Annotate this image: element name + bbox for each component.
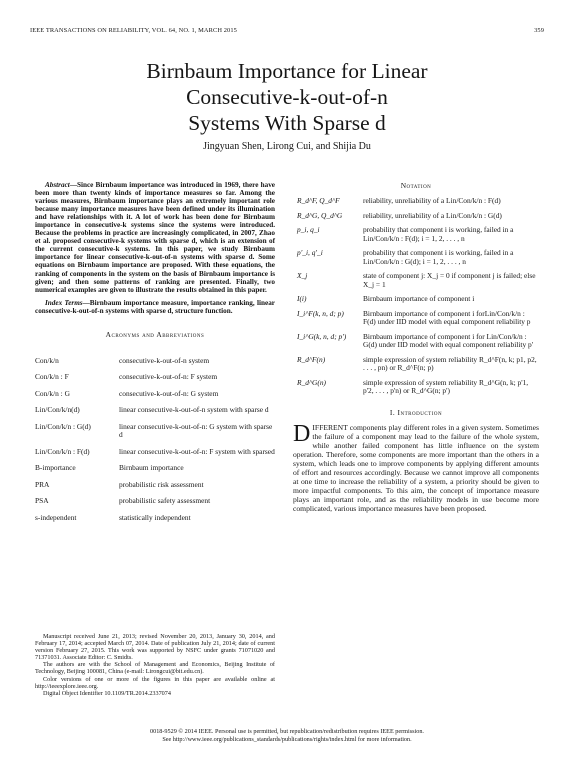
- acronym-row: [35, 382, 275, 399]
- acronym-term: Con/k/n : G: [35, 388, 70, 398]
- notation-symbol: I_i^F(k, n, d; p): [297, 308, 344, 318]
- acronym-row: [35, 456, 275, 473]
- abstract-text: —Since Birnbaum importance was introduced in 1969, there have been more than twenty kinds of importance measures so far. Among the various measures, Birnbaum importance plays an extremely important role because many importance measures have been defined under its illumination and have relationships with it. A lot of work has been done for Birnbaum importance in consecutive-k systems since the systems were introduced. Because the problems in practice are increasingly complicated, in 2007, Zhao et al. proposed consecutive-k systems with sparse d, which is an extension of the current consecutive-k systems. In this paper, we study Birnbaum importance for linear consecutive-k-out-of-n systems with sparse d. Some equations on Birnbaum importance are proposed. With these equations, the ranking of components in the system on the basis of Birnbaum importance is given; and then some patterns of ranking are presented. Finally, two numerical examples are given to illustrate the results obtained in this paper.: [35, 181, 275, 294]
- acronym-definition: Birnbaum importance: [119, 463, 184, 473]
- author-list: Jingyuan Shen, Lirong Cui, and Shijia Du: [203, 141, 371, 152]
- page-number: 359: [534, 27, 544, 34]
- acronym-row: [35, 398, 275, 415]
- notation-row: [293, 197, 539, 212]
- acronyms-heading: Acronyms and Abbreviations: [105, 329, 205, 339]
- acronym-row: [35, 415, 275, 440]
- notation-symbol: p'_i, q'_i: [297, 248, 323, 257]
- notation-definition: simple expression of system reliability R_d^G(n, k; p'1, p'2, . . . , p'n) or R_d^G(n; p'): [363, 377, 529, 395]
- acronym-definition: consecutive-k-out-of-n: G system: [119, 388, 219, 398]
- acronym-row: [35, 506, 275, 523]
- notation-symbol: I_i^G(k, n, d; p'): [297, 331, 347, 341]
- right-column: [293, 181, 539, 513]
- notation-row: [293, 333, 539, 356]
- copyright-line-1: 0018-9529 © 2014 IEEE. Personal use is permitted, but republication/redistribution requires IEEE permission.: [150, 728, 424, 735]
- notation-symbol: R_d^F, Q_d^F: [297, 196, 340, 205]
- notation-definition: probability that component i is working, failed in a Lin/Con/k/n : F(d); i = 1, 2, . . . , n: [363, 225, 514, 243]
- acronym-definition: consecutive-k-out-of-n: F system: [119, 372, 218, 382]
- notation-row: [293, 379, 539, 402]
- notation-row: [293, 212, 539, 227]
- acronym-definition: linear consecutive-k-out-of-n: G system with sparse d: [119, 421, 273, 440]
- drop-cap: D: [293, 420, 311, 447]
- acronym-row: [35, 489, 275, 506]
- notation-definition: Birnbaum importance of component i forLin/Con/k/n : F(d) under IID model with equal component reliability p: [363, 308, 531, 326]
- acronym-definition: probabilistic risk assessment: [119, 479, 204, 489]
- notation-table: [293, 197, 539, 402]
- acronym-term: s-independent: [35, 512, 77, 522]
- acronym-term: Lin/Con/k/n(d): [35, 405, 80, 415]
- left-column: [35, 181, 275, 522]
- notation-row: [293, 226, 539, 249]
- notation-definition: probability that component i is working, failed in a Lin/Con/k/n : G(d); i = 1, 2, . . . , n: [363, 248, 514, 266]
- title-line-2: Consecutive-k-out-of-n: [186, 85, 388, 109]
- footnote: [35, 633, 275, 697]
- notation-symbol: R_d^F(n): [297, 354, 326, 364]
- notation-row: [293, 356, 539, 379]
- acronym-row: [35, 440, 275, 457]
- copyright-notice: [35, 728, 539, 744]
- notation-symbol: R_d^G, Q_d^G: [297, 210, 343, 220]
- acronym-definition: linear consecutive-k-out-of-n system with sparse d: [119, 405, 269, 415]
- acronym-definition: probabilistic safety assessment: [119, 496, 211, 506]
- notation-definition: state of component j: X_j = 0 if component j is failed; else X_j = 1: [363, 271, 536, 289]
- intro-caps: IFFERENT: [312, 422, 348, 432]
- footnote-color: Color versions of one or more of the figures in this paper are available online at http://ieeexplore.ieee.org.: [35, 675, 275, 690]
- acronym-term: B-importance: [35, 463, 76, 473]
- notation-row: [293, 310, 539, 333]
- notation-symbol: R_d^G(n): [297, 377, 326, 387]
- notation-definition: Birnbaum importance of component i: [363, 294, 475, 303]
- acronyms-table: [35, 349, 275, 523]
- acronym-row: [35, 349, 275, 366]
- index-terms-lead: Index Terms: [45, 298, 83, 307]
- notation-heading: Notation: [400, 181, 432, 190]
- abstract-lead: Abstract: [45, 181, 70, 189]
- title-line-1: Birnbaum Importance for Linear: [146, 59, 428, 83]
- footnote-doi: Digital Object Identifier 10.1109/TR.2014.2337074: [43, 689, 171, 697]
- notation-row: [293, 295, 539, 310]
- journal-name: IEEE TRANSACTIONS ON RELIABILITY, VOL. 64, NO. 1, MARCH 2015: [30, 27, 237, 34]
- acronym-term: Lin/Con/k/n : G(d): [35, 421, 91, 431]
- notation-definition: simple expression of system reliability R_d^F(n, k; p1, p2, . . . , pn) or R_d^F(n; p): [363, 354, 537, 372]
- intro-body: components play different roles in a given system. Sometimes the failure of a component may lead to the failure of the whole system, while another failed component has little influence on the system operation. Therefore, some components are more important than the others in a system, which leads one to improve components by applying different amounts of effort and resources accordingly. Because we cannot improve all components at one time to increase the reliability of a system, a priority should be given to more impactful components. To this aim, the concept of importance measure plays an important role, and as the reliability models in use become more complicated, various importance measures have been proposed.: [293, 422, 539, 513]
- running-header: [30, 27, 544, 34]
- acronym-term: PSA: [35, 496, 49, 506]
- footnote-affiliation: The authors are with the School of Management and Economics, Beijing Institute of Technology, Beijing 100081, China (e-mail: Lirongcui@bit.edu.cn).: [35, 661, 275, 676]
- notation-symbol: X_j: [297, 271, 308, 280]
- introduction-text: [293, 420, 539, 513]
- acronym-row: [35, 473, 275, 490]
- notation-row: [293, 249, 539, 272]
- acronym-term: Con/k/n : F: [35, 372, 69, 382]
- notation-symbol: p_i, q_i: [297, 225, 320, 234]
- acronym-row: [35, 365, 275, 382]
- acronym-term: Con/k/n: [35, 355, 59, 365]
- paper-title: [60, 58, 514, 136]
- footnote-received: Manuscript received June 21, 2013; revised November 20, 2013, January 30, 2014, and February 17, 2014; accepted March 07, 2014. Date of publication July 21, 2014; date of current version February 27, 2015. This work was supported by NSFC under grants 71071020 and 71371031. Associate Editor: C. Smidts.: [35, 633, 275, 662]
- acronym-definition: statistically independent: [119, 512, 191, 522]
- notation-row: [293, 272, 539, 295]
- abstract: [35, 181, 275, 294]
- notation-symbol: I(i): [297, 294, 307, 303]
- copyright-line-2: See http://www.ieee.org/publications_standards/publications/rights/index.html for more information.: [162, 736, 412, 743]
- acronym-term: PRA: [35, 479, 50, 489]
- title-line-3: Systems With Sparse d: [188, 111, 386, 135]
- acronym-definition: consecutive-k-out-of-n system: [119, 355, 210, 365]
- notation-definition: reliability, unreliability of a Lin/Con/k/n : F(d): [363, 196, 501, 205]
- index-terms: [35, 299, 275, 315]
- introduction-heading: I. Introduction: [389, 407, 443, 417]
- acronym-term: Lin/Con/k/n : F(d): [35, 446, 90, 456]
- notation-definition: reliability, unreliability of a Lin/Con/k/n : G(d): [363, 210, 502, 220]
- notation-definition: Birnbaum importance of component i for Lin/Con/k/n : G(d) under IID model with equal component reliability p': [363, 331, 534, 349]
- index-terms-text: —Birnbaum importance measure, importance ranking, linear consecutive-k-out-of-n systems with sparse d, structure function.: [35, 298, 275, 315]
- acronym-definition: linear consecutive-k-out-of-n: F system with sparsed: [119, 446, 275, 456]
